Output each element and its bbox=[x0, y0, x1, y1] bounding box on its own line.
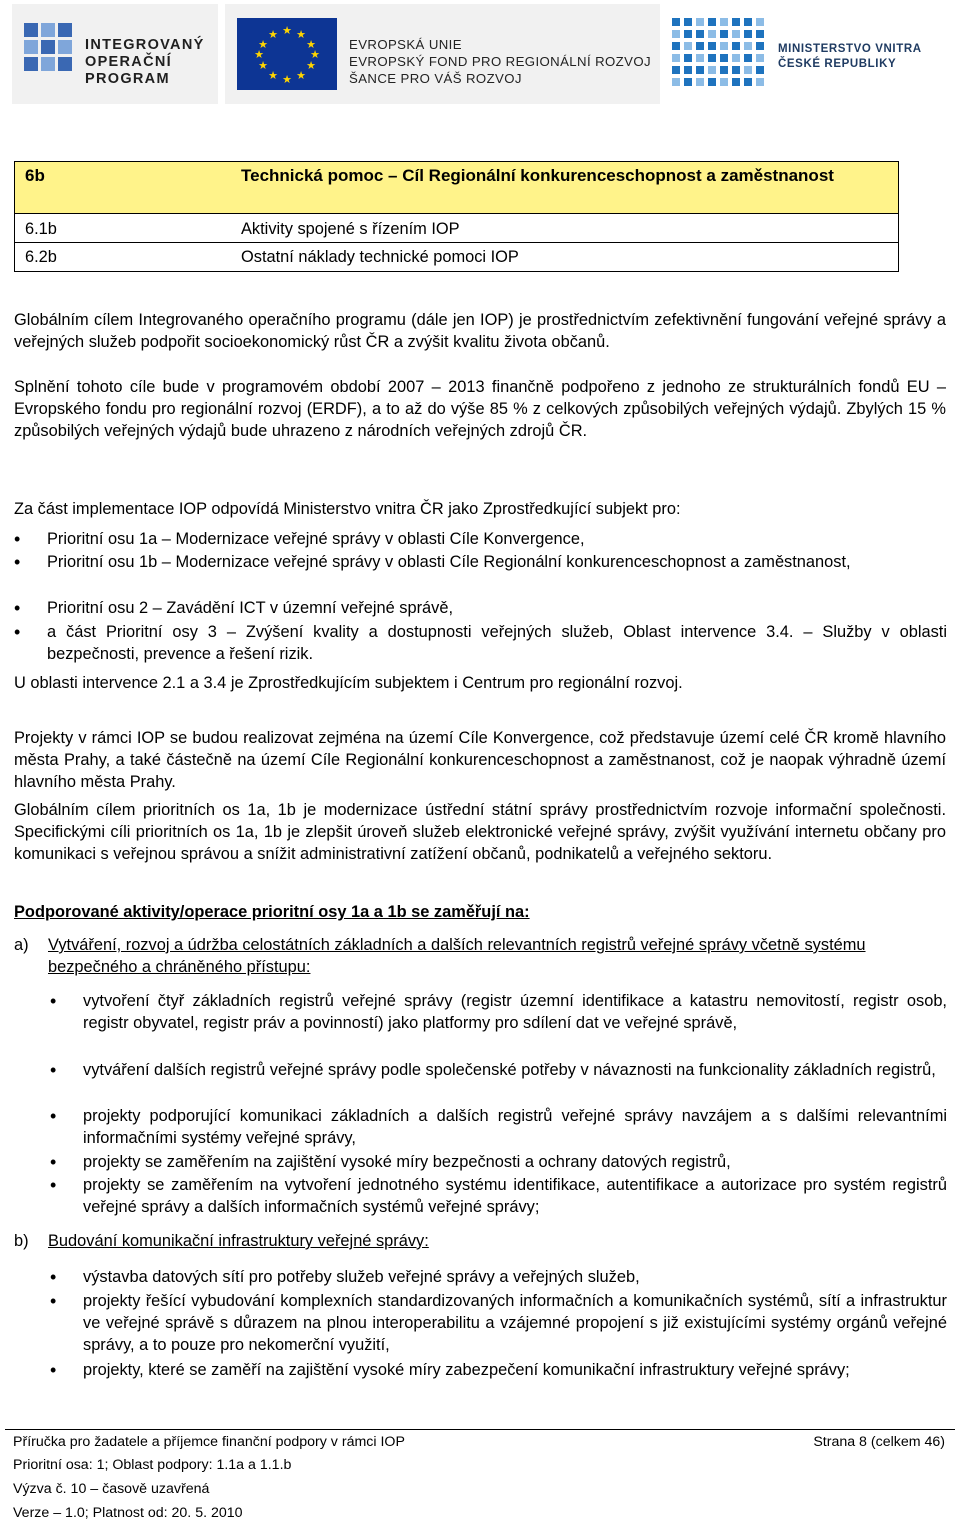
list-item: Prioritní osu 2 – Zavádění ICT v územní veřejné správě, bbox=[47, 599, 454, 617]
iop-logo-line-1: INTEGROVANÝ bbox=[85, 37, 205, 53]
bullet-icon: • bbox=[50, 1360, 57, 1380]
paragraph-intervention: U oblasti intervence 2.1 a 3.4 je Zprostředkujícím subjektem i Centrum pro regionální rozvoj. bbox=[14, 674, 683, 692]
summary-row-code: 6.2b bbox=[25, 248, 57, 266]
eu-logo-line-2: EVROPSKÝ FOND PRO REGIONÁLNÍ ROZVOJ bbox=[349, 54, 651, 69]
eu-logo bbox=[225, 4, 660, 104]
header-logos bbox=[0, 0, 960, 108]
svg-text:★: ★ bbox=[306, 38, 316, 51]
list-item: projekty řešící vybudování komplexních standardizovaných informačních a komunikačních systémů, sítí a infrastruktur ve veřejné správě s důrazem na plnou interoperabilitu a vzájemné propojení s již existujícími systémy orgánů veřejné správy, a to pouze pro nekomerční využití, bbox=[83, 1292, 947, 1354]
bullet-icon: • bbox=[50, 1175, 57, 1195]
bullet-icon: • bbox=[50, 1106, 57, 1126]
paragraph-global-goal: Globálním cílem Integrovaného operačního programu (dále jen IOP) je prostřednictvím zefektivnění fungování veřejné správy a veřejných služeb podpořit socioekonomický růst ČR a zvýšit kvalitu života občanů. bbox=[14, 311, 946, 351]
list-item: projekty podporující komunikaci základních a dalších registrů veřejné správy navzájem a s dalšími relevantními informačními systémy veřejné správy, bbox=[83, 1107, 947, 1147]
paragraph-projects: Projekty v rámci IOP se budou realizovat zejména na území Cíle Konvergence, což představuje území celé ČR kromě hlavního města Prahy, a také částečně na území Cíle Regionální konkurenceschopnost a zaměstnanost, což je naopak výhradně území hlavního města Prahy. bbox=[14, 729, 946, 791]
svg-text:★: ★ bbox=[306, 59, 316, 72]
footer-page-number: Strana 8 (celkem 46) bbox=[813, 1434, 945, 1450]
list-item: vytváření dalších registrů veřejné správy podle společenské potřeby v návaznosti na funkcionality základních registrů, bbox=[83, 1061, 936, 1079]
paragraph-implementation: Za část implementace IOP odpovídá Ministerstvo vnitra ČR jako Zprostředkující subjekt pro: bbox=[14, 500, 681, 518]
eu-logo-line-1: EVROPSKÁ UNIE bbox=[349, 37, 462, 52]
svg-text:★: ★ bbox=[282, 24, 292, 37]
section-a-title: Vytváření, rozvoj a údržba celostátních základních a dalších relevantních registrů veřejné správy včetně systému bezpečného a chráněného přístupu: bbox=[48, 936, 866, 976]
footer-version: Verze – 1.0; Platnost od: 20. 5. 2010 bbox=[13, 1505, 243, 1521]
summary-row-code: 6.1b bbox=[25, 220, 57, 238]
summary-box-header bbox=[15, 162, 898, 214]
mv-logo-line-2: ČESKÉ REPUBLIKY bbox=[778, 58, 897, 70]
mv-logo-line-1: MINISTERSTVO VNITRA bbox=[778, 43, 922, 55]
bullet-icon: • bbox=[14, 598, 21, 618]
list-item: vytvoření čtyř základních registrů veřejné správy (registr územní identifikace a katastru nemovitostí, registr osob, registr obyvatel, registr práv a povinností) jako platformy pro sdílení dat ve veřejné správě, bbox=[83, 992, 947, 1032]
iop-logo-mark bbox=[20, 19, 80, 89]
summary-box bbox=[14, 161, 899, 272]
bullet-icon: • bbox=[50, 1291, 57, 1311]
page-footer bbox=[5, 1429, 955, 1525]
bullet-icon: • bbox=[50, 991, 57, 1011]
paragraph-funding: Splnění tohoto cíle bude v programovém období 2007 – 2013 finančně podpořeno z jednoho ze strukturálních fondů EU – Evropského fondu pro regionální rozvoj (ERDF), a to až do výše 85 % z celkových způsobilých veřejných výdajů. Zbylých 15 % způsobilých veřejných výdajů bude uhrazeno z národních veřejných zdrojů ČR. bbox=[14, 378, 946, 440]
iop-logo-line-3: PROGRAM bbox=[85, 71, 170, 87]
list-item: projekty se zaměřením na vytvoření jednotného systému identifikace, autentifikace a autorizace pro systém registrů veřejné správy a dalších informačních systémů veřejné správy; bbox=[83, 1176, 947, 1216]
paragraph-specific-goals: Globálním cílem prioritních os 1a, 1b je modernizace ústřední státní správy prostřednictvím rozvoje informační společnosti. Specifickými cíli prioritních os 1a, 1b je zlepšit úroveň služeb elektronické veřejné správy, zvýšit využívání internetu občany pro komunikaci s veřejnou správou a snížit administrativní zatížení občanů, podnikatelů a veřejného sektoru. bbox=[14, 801, 946, 863]
summary-row bbox=[15, 243, 898, 271]
list-item: Prioritní osu 1b – Modernizace veřejné správy v oblasti Cíle Regionální konkurenceschopnost a zaměstnanost, bbox=[47, 553, 851, 571]
svg-text:★: ★ bbox=[282, 73, 292, 86]
list-item: Prioritní osu 1a – Modernizace veřejné správy v oblasti Cíle Konvergence, bbox=[47, 530, 585, 548]
svg-text:★: ★ bbox=[268, 28, 278, 41]
footer-call: Výzva č. 10 – časově uzavřená bbox=[13, 1481, 210, 1497]
list-item: projekty se zaměřením na zajištění vysoké míry bezpečnosti a ochrany datových registrů, bbox=[83, 1153, 731, 1171]
eu-logo-line-3: ŠANCE PRO VÁŠ ROZVOJ bbox=[349, 71, 522, 86]
section-a-letter: a) bbox=[14, 936, 29, 954]
svg-text:★: ★ bbox=[296, 69, 306, 82]
bullet-icon: • bbox=[50, 1152, 57, 1172]
bullet-icon: • bbox=[14, 529, 21, 549]
list-item: a část Prioritní osy 3 – Zvýšení kvality a dostupnosti veřejných služeb, Oblast intervence 3.4. – Služby v oblasti bezpečnosti, prevence a řešení rizik. bbox=[47, 623, 947, 663]
section-b-letter: b) bbox=[14, 1232, 29, 1250]
svg-text:★: ★ bbox=[310, 48, 320, 61]
footer-priority-axis: Prioritní osa: 1; Oblast podpory: 1.1a a 1.1.b bbox=[13, 1457, 292, 1473]
iop-logo-line-2: OPERAČNÍ bbox=[85, 54, 172, 70]
summary-row-label: Ostatní náklady technické pomoci IOP bbox=[241, 248, 519, 266]
bullet-icon: • bbox=[50, 1060, 57, 1080]
list-item: výstavba datových sítí pro potřeby služeb veřejné správy a veřejných služeb, bbox=[83, 1268, 640, 1286]
activities-heading: Podporované aktivity/operace prioritní osy 1a a 1b se zaměřují na: bbox=[14, 903, 530, 921]
mv-logo bbox=[668, 8, 953, 100]
svg-text:★: ★ bbox=[296, 28, 306, 41]
bullet-icon: • bbox=[14, 622, 21, 642]
eu-flag-icon bbox=[237, 18, 337, 90]
iop-logo bbox=[12, 4, 218, 104]
svg-text:★: ★ bbox=[268, 69, 278, 82]
bullet-icon: • bbox=[14, 552, 21, 572]
summary-row bbox=[15, 215, 898, 243]
section-b-title: Budování komunikační infrastruktury veřejné správy: bbox=[48, 1232, 429, 1250]
mv-logo-mark bbox=[668, 14, 768, 94]
footer-document-title: Příručka pro žadatele a příjemce finanční podpory v rámci IOP bbox=[13, 1434, 405, 1450]
bullet-icon: • bbox=[50, 1267, 57, 1287]
summary-title: Technická pomoc – Cíl Regionální konkurenceschopnost a zaměstnanost bbox=[241, 166, 834, 185]
summary-row-label: Aktivity spojené s řízením IOP bbox=[241, 220, 460, 238]
list-item: projekty, které se zaměří na zajištění vysoké míry zabezpečení komunikační infrastruktury veřejné správy; bbox=[83, 1361, 850, 1379]
summary-code: 6b bbox=[25, 166, 45, 185]
svg-text:★: ★ bbox=[254, 48, 264, 61]
svg-text:★: ★ bbox=[258, 59, 268, 72]
svg-text:★: ★ bbox=[258, 38, 268, 51]
